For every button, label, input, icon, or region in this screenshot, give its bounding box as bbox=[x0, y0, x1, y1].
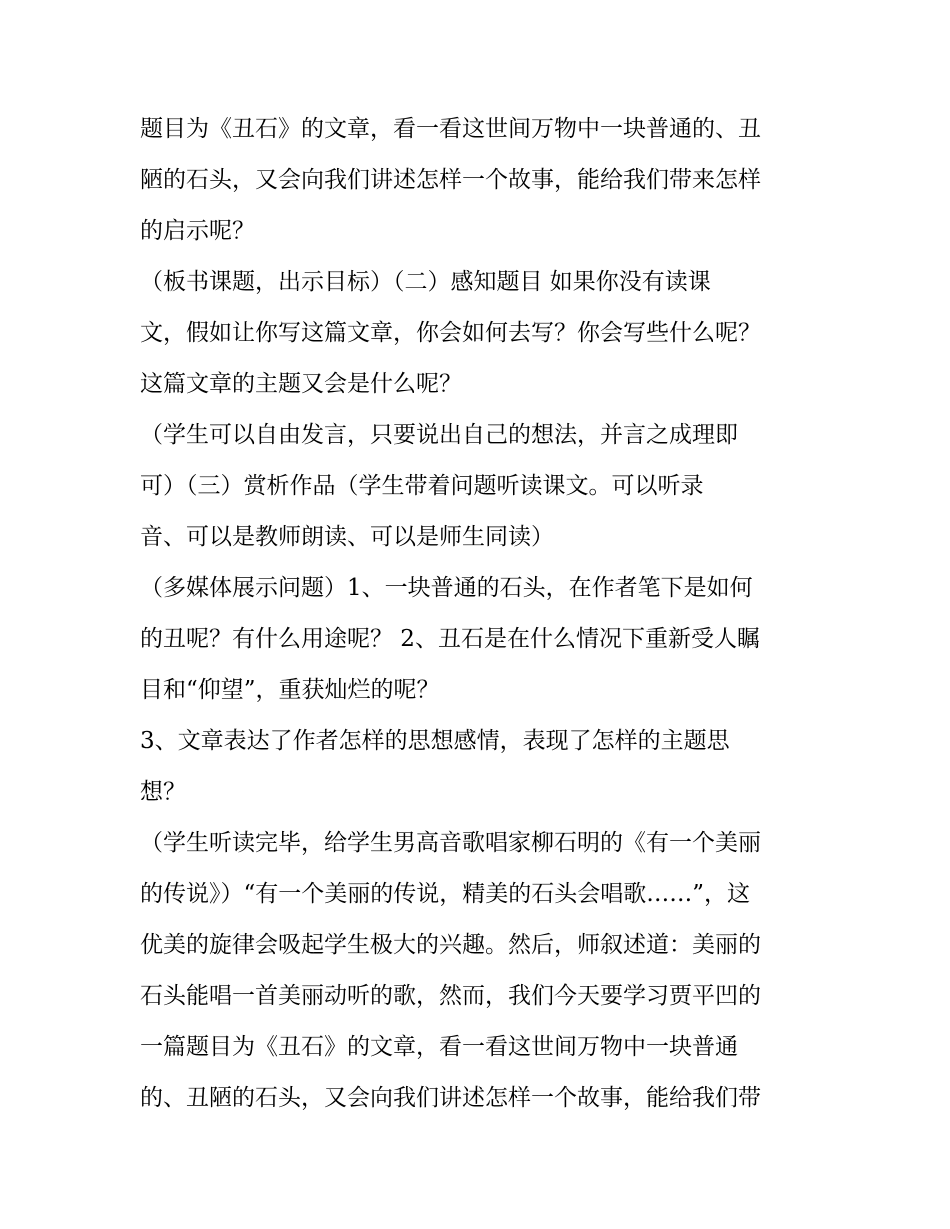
text-line: 的传说》）“有一个美丽的传说，精美的石头会唱歌……”，这 bbox=[140, 881, 751, 907]
text-line: 3、文章表达了作者怎样的思想感情，表现了怎样的主题思 bbox=[140, 728, 730, 754]
text-line: 题目为《丑石》的文章，看一看这世间万物中一块普通的、丑 bbox=[140, 116, 761, 142]
text-line: 的丑呢？有什么用途呢？ 2、丑石是在什么情况下重新受人瞩 bbox=[140, 626, 760, 652]
text-line: 石头能唱一首美丽动听的歌，然而，我们今天要学习贾平凹的 bbox=[140, 983, 761, 1009]
text-line: 文，假如让你写这篇文章，你会如何去写？你会写些什么呢？ bbox=[140, 320, 761, 346]
text-line: 这篇文章的主题又会是什么呢？ bbox=[140, 371, 462, 397]
text-line: 的、丑陋的石头，又会向我们讲述怎样一个故事，能给我们带 bbox=[140, 1085, 761, 1111]
text-line: 的启示呢？ bbox=[140, 218, 255, 244]
text-line: （学生可以自由发言，只要说出自己的想法，并言之成理即 bbox=[140, 422, 738, 448]
text-line: （板书课题，出示目标）（二）感知题目 如果你没有读课 bbox=[140, 269, 711, 295]
text-line: （多媒体展示问题）1、一块普通的石头，在作者笔下是如何 bbox=[140, 575, 753, 601]
text-line: 目和“仰望”，重获灿烂的呢？ bbox=[140, 677, 440, 703]
text-line: 优美的旋律会吸起学生极大的兴趣。然后，师叙述道：美丽的 bbox=[140, 932, 761, 958]
text-line: 想？ bbox=[140, 779, 186, 805]
text-line: 陋的石头，又会向我们讲述怎样一个故事，能给我们带来怎样 bbox=[140, 167, 761, 193]
text-line: 可）（三）赏析作品（学生带着问题听读课文。可以听录 bbox=[140, 473, 704, 499]
text-line: 一篇题目为《丑石》的文章，看一看这世间万物中一块普通 bbox=[140, 1034, 738, 1060]
text-line: 音、可以是教师朗读、可以是师生同读） bbox=[140, 524, 554, 550]
document-body bbox=[140, 104, 820, 1124]
text-line: （学生听读完毕，给学生男高音歌唱家柳石明的《有一个美丽 bbox=[140, 830, 761, 856]
